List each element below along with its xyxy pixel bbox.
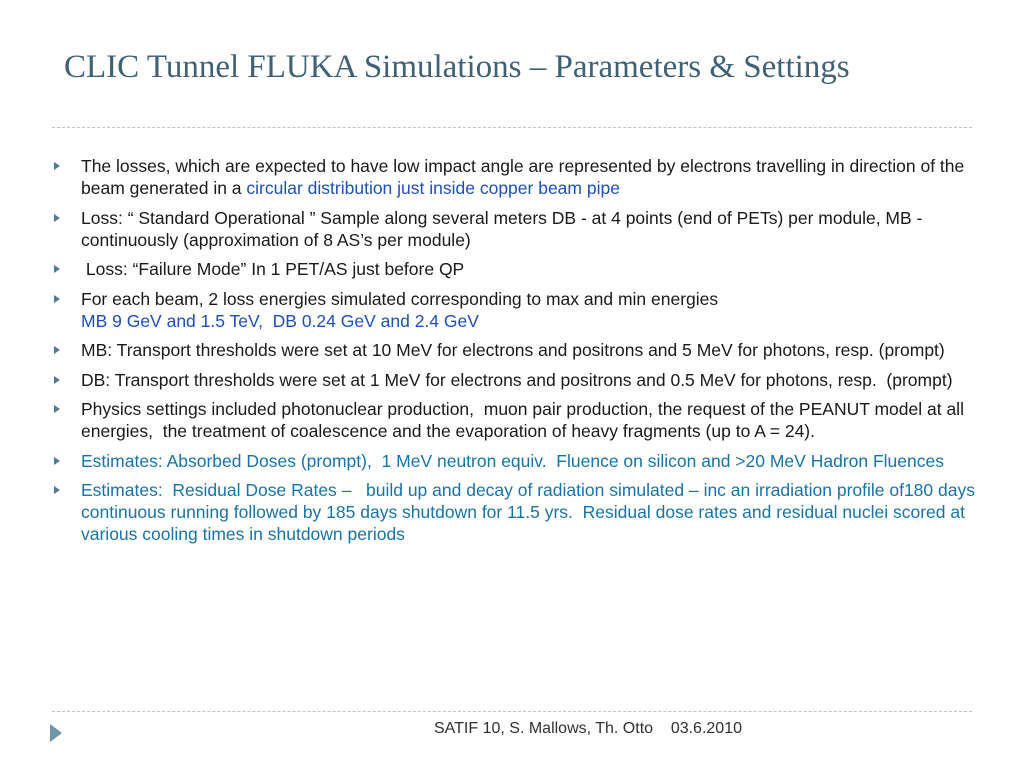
- bullet-text: DB: Transport thresholds were set at 1 MeV for electrons and positrons and 0.5 MeV for photons, resp. (prompt): [81, 369, 953, 390]
- triangle-bullet-icon: [54, 486, 60, 494]
- triangle-bullet-icon: [54, 295, 60, 303]
- bullet-text: For each beam, 2 loss energies simulated corresponding to max and min energies: [81, 288, 719, 309]
- triangle-bullet-icon: [54, 265, 60, 273]
- bullet-item-loss-energies: [54, 288, 984, 332]
- footer-arrow-icon: [50, 724, 62, 742]
- triangle-bullet-icon: [54, 457, 60, 465]
- bullet-item-mb-thresholds: [54, 339, 984, 361]
- bullet-item-physics-settings: [54, 398, 984, 442]
- bullet-item-estimates-doses: [54, 450, 984, 472]
- footer-text: SATIF 10, S. Mallows, Th. Otto 03.6.2010: [434, 720, 742, 737]
- triangle-bullet-icon: [54, 162, 60, 170]
- title-divider: [52, 127, 972, 128]
- bullet-item-losses: [54, 155, 984, 199]
- bullet-text: Loss: “Failure Mode” In 1 PET/AS just before QP: [81, 259, 465, 279]
- bullet-item-failure-loss: [54, 258, 984, 280]
- bullet-text: Physics settings included photonuclear production, muon pair production, the request of the PEANUT model at all energies, the treatment of coalescence and the evaporation of heavy fragments (up to A = 24).: [81, 399, 969, 441]
- triangle-bullet-icon: [54, 405, 60, 413]
- bullet-highlight: circular distribution just inside copper beam pipe: [246, 178, 620, 198]
- bullet-text: Estimates: Residual Dose Rates – build up and decay of radiation simulated – inc an irradiation profile of180 days continuous running followed by 185 days shutdown for 11.5 yrs. Residual dose rates and residual nuclei scored at various cooling times in shutdown periods: [81, 480, 980, 544]
- bullet-text: Estimates: Absorbed Doses (prompt), 1 MeV neutron equiv. Fluence on silicon and >20 MeV Hadron Fluences: [81, 450, 944, 471]
- footer-divider: [52, 711, 972, 712]
- bullet-highlight: MB 9 GeV and 1.5 TeV, DB 0.24 GeV and 2.4 GeV: [81, 310, 479, 331]
- bullet-item-standard-loss: [54, 207, 984, 251]
- bullet-list: [54, 155, 984, 553]
- triangle-bullet-icon: [54, 376, 60, 384]
- bullet-text: MB: Transport thresholds were set at 10 MeV for electrons and positrons and 5 MeV for photons, resp. (prompt): [81, 340, 945, 360]
- slide-title: CLIC Tunnel FLUKA Simulations – Parameters & Settings: [64, 49, 850, 85]
- bullet-text: Loss: “ Standard Operational ” Sample along several meters DB - at 4 points (end of PETs) per module, MB - continuously (approximation of 8 AS’s per module): [81, 207, 923, 250]
- bullet-text: The losses, which are expected to have low impact angle are represented by electrons travelling in direction of the beam generated in a: [81, 156, 965, 198]
- bullet-item-db-thresholds: [54, 369, 984, 391]
- triangle-bullet-icon: [54, 346, 60, 354]
- bullet-item-estimates-residual: [54, 479, 984, 545]
- triangle-bullet-icon: [54, 214, 60, 222]
